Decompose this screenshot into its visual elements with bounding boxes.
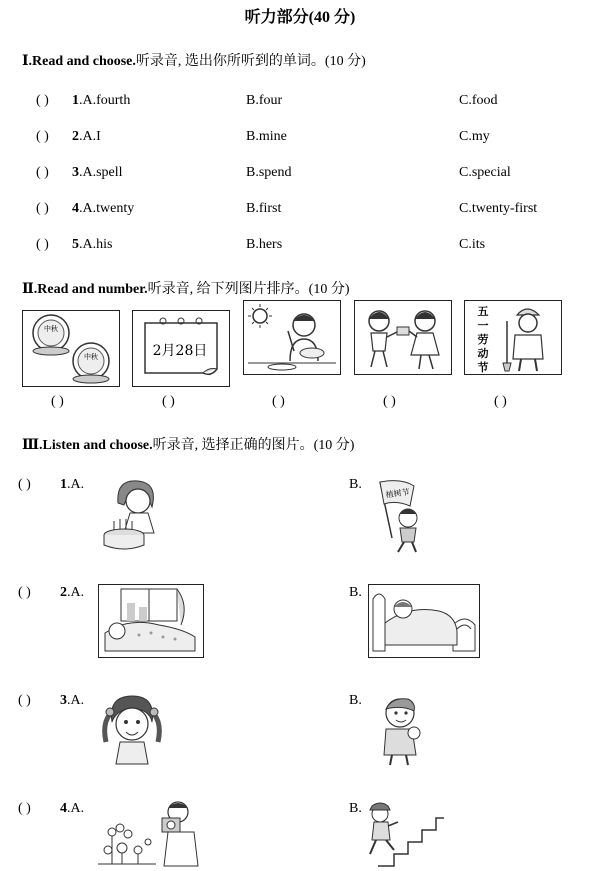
- option-a[interactable]: .A.twenty: [79, 201, 135, 216]
- answer-paren[interactable]: ( ): [36, 237, 49, 252]
- option-c[interactable]: C.my: [459, 129, 490, 144]
- option-c[interactable]: C.special: [459, 165, 511, 180]
- question-number: 5: [72, 237, 79, 252]
- option-c[interactable]: C.food: [459, 93, 498, 108]
- section3-heading: [22, 434, 354, 454]
- labor-day-char-1: 五: [477, 305, 489, 318]
- picture-answer-5[interactable]: ( ): [494, 394, 507, 409]
- boy-image[interactable]: [372, 693, 428, 767]
- girl-image[interactable]: [100, 692, 164, 766]
- answer-paren[interactable]: ( ): [36, 201, 49, 216]
- answer-paren[interactable]: ( ): [36, 165, 49, 180]
- option-b[interactable]: B.first: [246, 201, 282, 216]
- section1-heading: [22, 50, 366, 70]
- option-a[interactable]: .A.fourth: [79, 93, 131, 108]
- labor-day-char-4: 动: [477, 347, 489, 360]
- mooncake-label-1: 中秋: [44, 325, 58, 333]
- section1-label-bold: Ⅰ.Read and choose.: [22, 54, 136, 69]
- eating-picture: [243, 300, 341, 375]
- question-number: 2: [60, 585, 67, 600]
- option-c[interactable]: C.its: [459, 237, 486, 252]
- question-number: 3: [60, 693, 67, 708]
- calendar-date: 2月28日: [152, 343, 208, 359]
- option-a-label[interactable]: .A.: [67, 693, 85, 708]
- option-b-label[interactable]: B.: [349, 693, 362, 708]
- labor-day-picture: [464, 300, 562, 375]
- answer-paren[interactable]: ( ): [36, 93, 49, 108]
- option-b-label[interactable]: B.: [349, 585, 362, 600]
- section3-label-bold: Ⅲ.Listen and choose.: [22, 438, 153, 453]
- flag-child-image[interactable]: [372, 478, 440, 556]
- bed-image[interactable]: [368, 584, 480, 658]
- option-b[interactable]: B.hers: [246, 237, 283, 252]
- option-a-label[interactable]: .A.: [67, 477, 85, 492]
- option-a[interactable]: .A.his: [79, 237, 113, 252]
- stairs-image[interactable]: [364, 800, 446, 870]
- answer-paren[interactable]: ( ): [36, 129, 49, 144]
- question-number: 2: [72, 129, 79, 144]
- option-b-label[interactable]: B.: [349, 801, 362, 816]
- option-a[interactable]: .A.spell: [79, 165, 123, 180]
- question-number: 4: [60, 801, 67, 816]
- mooncake-picture: [22, 310, 120, 387]
- answer-paren[interactable]: ( ): [18, 801, 31, 816]
- calendar-picture: [132, 310, 230, 387]
- option-b[interactable]: B.spend: [246, 165, 292, 180]
- picture-answer-3[interactable]: ( ): [272, 394, 285, 409]
- question-number: 3: [72, 165, 79, 180]
- labor-day-char-2: 一: [477, 319, 489, 332]
- picture-answer-1[interactable]: ( ): [51, 394, 64, 409]
- flag-label: 植树节: [385, 487, 411, 500]
- question-number: 1: [60, 477, 67, 492]
- answer-paren[interactable]: ( ): [18, 477, 31, 492]
- mooncake-label-2: 中秋: [84, 353, 98, 361]
- option-a-label[interactable]: .A.: [67, 585, 85, 600]
- option-a[interactable]: .A.I: [79, 129, 101, 144]
- picture-answer-2[interactable]: ( ): [162, 394, 175, 409]
- section1-label-rest: 听录音, 选出你所听到的单词。(10 分): [135, 54, 366, 69]
- section3-label-rest: 听录音, 选择正确的图片。(10 分): [152, 438, 355, 453]
- option-b[interactable]: B.mine: [246, 129, 287, 144]
- page-title: 听力部分(40 分): [244, 9, 356, 26]
- question-number: 1: [72, 93, 79, 108]
- camera-flowers-image[interactable]: [98, 798, 206, 868]
- option-c[interactable]: C.twenty-first: [459, 201, 538, 216]
- labor-day-char-3: 劳: [477, 333, 489, 346]
- sleeping-window-image[interactable]: [98, 584, 204, 658]
- picture-answer-4[interactable]: ( ): [383, 394, 396, 409]
- birthday-cake-image[interactable]: [100, 475, 165, 555]
- answer-paren[interactable]: ( ): [18, 585, 31, 600]
- children-picture: [354, 300, 452, 375]
- section2-label-bold: Ⅱ.Read and number.: [22, 282, 148, 297]
- question-number: 4: [72, 201, 79, 216]
- option-b[interactable]: B.four: [246, 93, 283, 108]
- section2-heading: [22, 278, 349, 298]
- option-b-label[interactable]: B.: [349, 477, 362, 492]
- labor-day-char-5: 节: [477, 361, 489, 374]
- section2-label-rest: 听录音, 给下列图片排序。(10 分): [147, 282, 350, 297]
- answer-paren[interactable]: ( ): [18, 693, 31, 708]
- option-a-label[interactable]: .A.: [67, 801, 85, 816]
